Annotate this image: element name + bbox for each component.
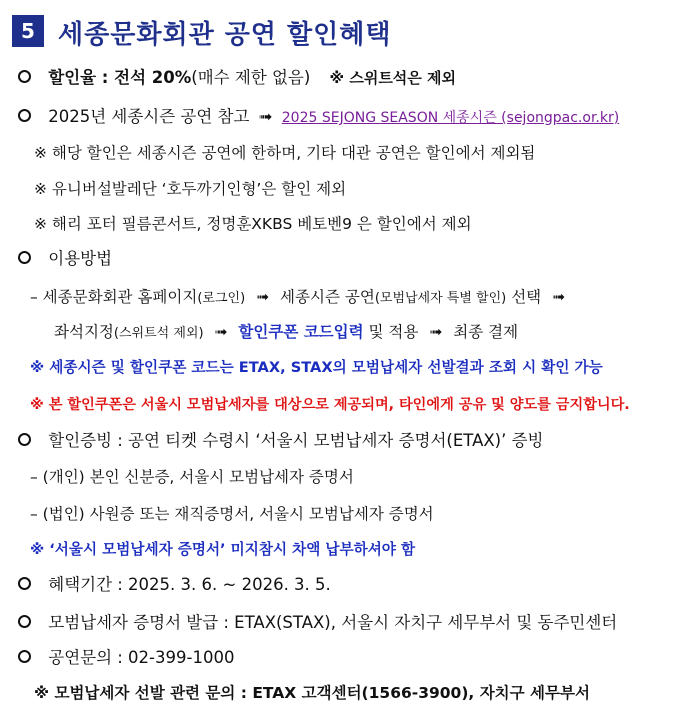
arrow-icon: ➟ xyxy=(552,288,566,306)
usage-step1-season: 세종시즌 공연 xyxy=(280,288,375,306)
period-row xyxy=(18,574,331,596)
usage-step2-payment: 최종 결제 xyxy=(453,323,519,341)
sejong-season-link[interactable]: 2025 SEJONG SEASON 세종시즌 (sejongpac.or.kr) xyxy=(281,110,620,126)
usage-step1-login-note: (로그인) xyxy=(197,291,246,306)
usage-row xyxy=(18,248,112,270)
circle-bullet-icon xyxy=(18,109,31,122)
usage-step1-special-note: (모범납세자 특별 할인) xyxy=(374,291,507,306)
usage-step2-seat: 좌석지정 xyxy=(54,323,114,341)
arrow-icon: ➟ xyxy=(258,107,273,126)
proof-label: 할인증빙 : 공연 티켓 수령시 ‘서울시 모범납세자 증명서(ETAX)’ 증빙 xyxy=(48,431,544,450)
usage-step-2 xyxy=(54,321,518,345)
usage-step1-select: 선택 xyxy=(511,288,542,306)
proof-note: ※ ‘서울시 모범납세자 증명서’ 미지참시 차액 납부하셔야 함 xyxy=(30,541,416,558)
discount-limit-note: (매수 제한 없음) xyxy=(191,68,311,87)
inquiry-note: ※ 모범납세자 선발 관련 문의 : ETAX 고객센터(1566-3900), 자치구 세무부서 xyxy=(34,684,590,702)
section-title: 세종문화회관 공연 할인혜택 xyxy=(58,20,392,50)
season-label: 2025년 세종시즌 공연 참고 xyxy=(48,107,250,126)
season-note-3: ※ 해리 포터 필름콘서트, 정명훈XKBS 베토벤9 은 할인에서 제외 xyxy=(34,215,472,233)
period-label: 혜택기간 : 2025. 3. 6. ~ 2026. 3. 5. xyxy=(48,575,331,594)
season-note-1: ※ 해당 할인은 세종시즌 공연에 한하며, 기타 대관 공연은 할인에서 제외됨 xyxy=(34,144,536,162)
certificate-row xyxy=(18,612,617,634)
usage-label: 이용방법 xyxy=(48,249,113,268)
section-header xyxy=(0,11,688,51)
usage-note-red: ※ 본 할인쿠폰은 서울시 모범납세자를 대상으로 제공되며, 타인에게 공유 및 양도를 금지합니다. xyxy=(30,397,630,413)
usage-step2-apply: 및 적용 xyxy=(368,323,419,341)
circle-bullet-icon xyxy=(18,433,31,446)
proof-individual: – (개인) 본인 신분증, 서울시 모범납세자 증명서 xyxy=(30,468,354,486)
arrow-icon: ➟ xyxy=(256,288,270,306)
usage-step2-suite-note: (스위트석 제외) xyxy=(113,326,204,341)
circle-bullet-icon xyxy=(18,251,31,264)
circle-bullet-icon xyxy=(18,70,31,83)
circle-bullet-icon xyxy=(18,650,31,663)
usage-note-blue: ※ 세종시즌 및 할인쿠폰 코드는 ETAX, STAX의 모범납세자 선발결과 조회 시 확인 가능 xyxy=(30,359,603,376)
usage-step-1 xyxy=(30,286,565,310)
discount-rate-label: 할인율 : 전석 20% xyxy=(48,68,192,87)
coupon-code-entry: 할인쿠폰 코드입력 xyxy=(238,323,364,341)
discount-rate-row xyxy=(18,67,456,89)
inquiry-label: 공연문의 : 02-399-1000 xyxy=(48,648,235,667)
season-row xyxy=(18,106,619,129)
proof-row xyxy=(18,430,543,452)
circle-bullet-icon xyxy=(18,577,31,590)
section-number-badge: 5 xyxy=(12,15,44,47)
circle-bullet-icon xyxy=(18,615,31,628)
suite-exclusion-note: ※ 스위트석은 제외 xyxy=(329,69,456,87)
arrow-icon: ➟ xyxy=(429,323,443,341)
certificate-label: 모범납세자 증명서 발급 : ETAX(STAX), 서울시 자치구 세무부서 및 동주민센터 xyxy=(48,613,618,632)
usage-step1-homepage: – 세종문화회관 홈페이지 xyxy=(30,288,198,306)
season-note-2: ※ 유니버설발레단 ‘호두까기인형’은 할인 제외 xyxy=(34,180,347,198)
arrow-icon: ➟ xyxy=(214,323,228,341)
inquiry-row xyxy=(18,647,234,669)
proof-corporate: – (법인) 사원증 또는 재직증명서, 서울시 모범납세자 증명서 xyxy=(30,505,434,523)
